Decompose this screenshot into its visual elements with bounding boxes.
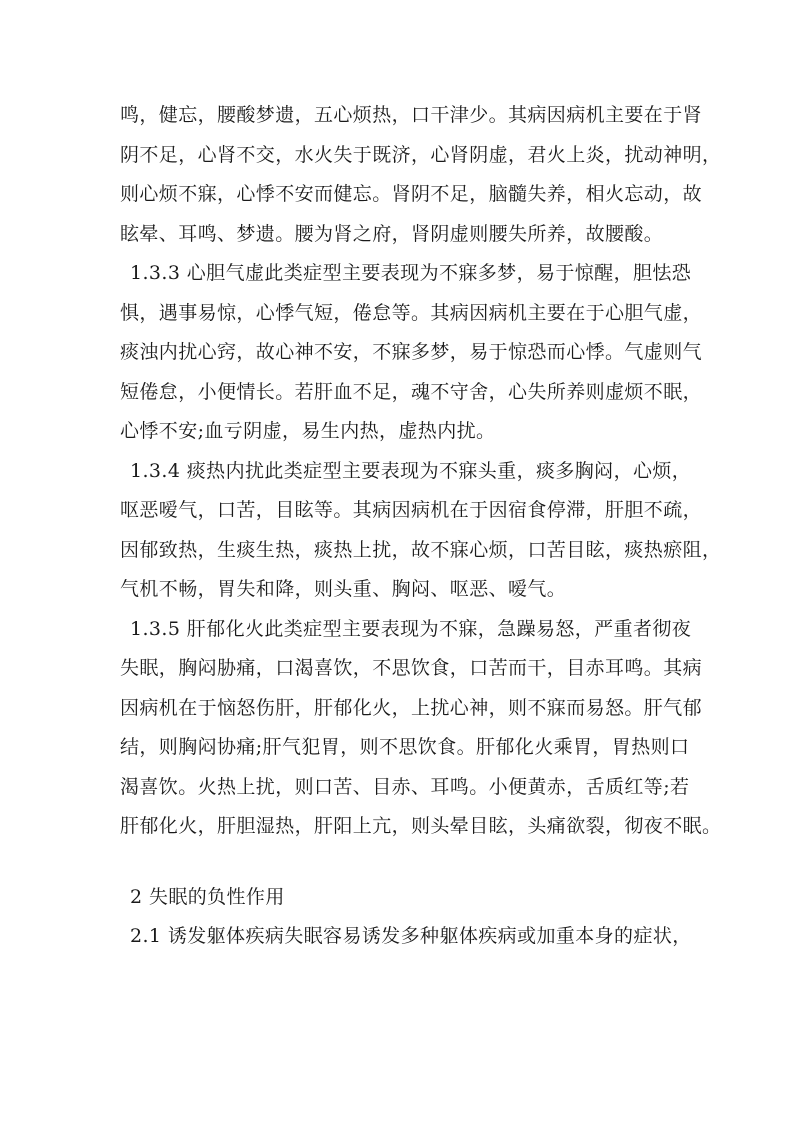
text-line: 失眠，胸闷胁痛，口渴喜饮，不思饮食，口苦而干，目赤耳鸣。其病 [120,657,703,679]
section-2-1-line: 2.1 诱发躯体疾病失眠容易诱发多种躯体疾病或加重本身的症状， [130,925,692,947]
text-line: 呕恶嗳气，口苦，目眩等。其病因病机在于因宿食停滞，肝胆不疏， [120,499,703,521]
text-line: 惧，遇事易惊，心悸气短，倦怠等。其病因病机主要在于心胆气虚， [120,301,703,324]
text-line: 因病机在于恼怒伤肝，肝郁化火，上扰心神，则不寐而易怒。肝气郁 [120,696,703,719]
text-line: 心悸不安;血亏阴虚，易生内热，虚热内扰。 [120,420,496,442]
section-1-3-3-line: 1.3.3 心胆气虚此类症型主要表现为不寐多梦，易于惊醒，胆怯恐 [130,262,692,284]
paragraph-gap [120,850,680,881]
text-line: 肝郁化火，肝胆湿热，肝阳上亢，则头晕目眩，头痛欲裂，彻夜不眠。 [120,815,722,837]
document-body [120,99,722,960]
text-line: 因郁致热，生痰生热，痰热上扰，故不寐心烦，口苦目眩，痰热瘀阻， [120,538,722,561]
text-line: 则心烦不寐，心悸不安而健忘。肾阴不足，脑髓失养，相火忘动，故 [120,183,703,205]
text-line: 眩晕、耳鸣、梦遗。腰为肾之府，肾阴虚则腰失所养，故腰酸。 [120,222,664,245]
section-1-3-4-line: 1.3.4 痰热内扰此类症型主要表现为不寐头重，痰多胸闷，心烦， [130,459,692,482]
text-line: 渴喜饮。火热上扰，则口苦、目赤、耳鸣。小便黄赤，舌质红等;若 [120,775,690,798]
text-line: 阴不足，心肾不交，水火失于既济，心肾阴虚，君火上炎，扰动神明， [120,143,722,166]
text-line: 气机不畅，胃失和降，则头重、胸闷、呕恶、嗳气。 [120,578,567,600]
text-line: 结，则胸闷协痛;肝气犯胃，则不思饮食。肝郁化火乘胃，胃热则口 [120,736,690,758]
text-line: 痰浊内扰心窍，故心神不安，不寐多梦，易于惊恐而心悸。气虚则气 [120,341,703,363]
section-1-3-5-line: 1.3.5 肝郁化火此类症型主要表现为不寐，急躁易怒，严重者彻夜 [130,617,692,640]
text-line: 短倦怠，小便情长。若肝血不足，魂不守舍，心失所养则虚烦不眠， [120,380,703,403]
section-heading: 2 失眠的负性作用 [130,885,285,908]
text-line: 鸣，健忘，腰酸梦遗，五心烦热，口干津少。其病因病机主要在于肾 [120,104,703,126]
